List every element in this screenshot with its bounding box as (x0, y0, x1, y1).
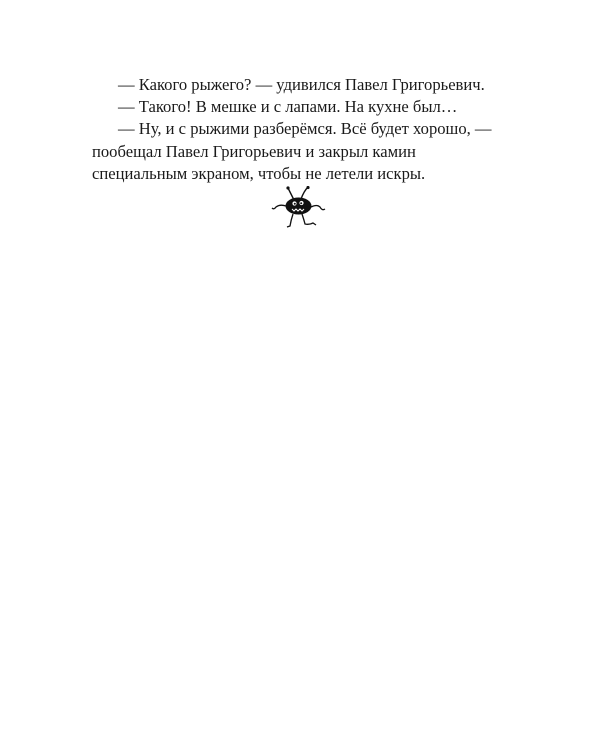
paragraph-1: — Какого рыжего? — удивился Павел Григорьевич. (118, 75, 485, 94)
paragraph-3: — Ну, и с рыжими разберёмся. Всё будет хорошо, — пообещал Павел Григорьевич и закрыл камин специальным экраном, чтобы не летели искры. (92, 119, 492, 183)
paragraph-2: — Такого! В мешке и с лапами. На кухне был… (118, 97, 458, 117)
little-monster-icon (270, 186, 328, 230)
body-text (92, 74, 510, 185)
